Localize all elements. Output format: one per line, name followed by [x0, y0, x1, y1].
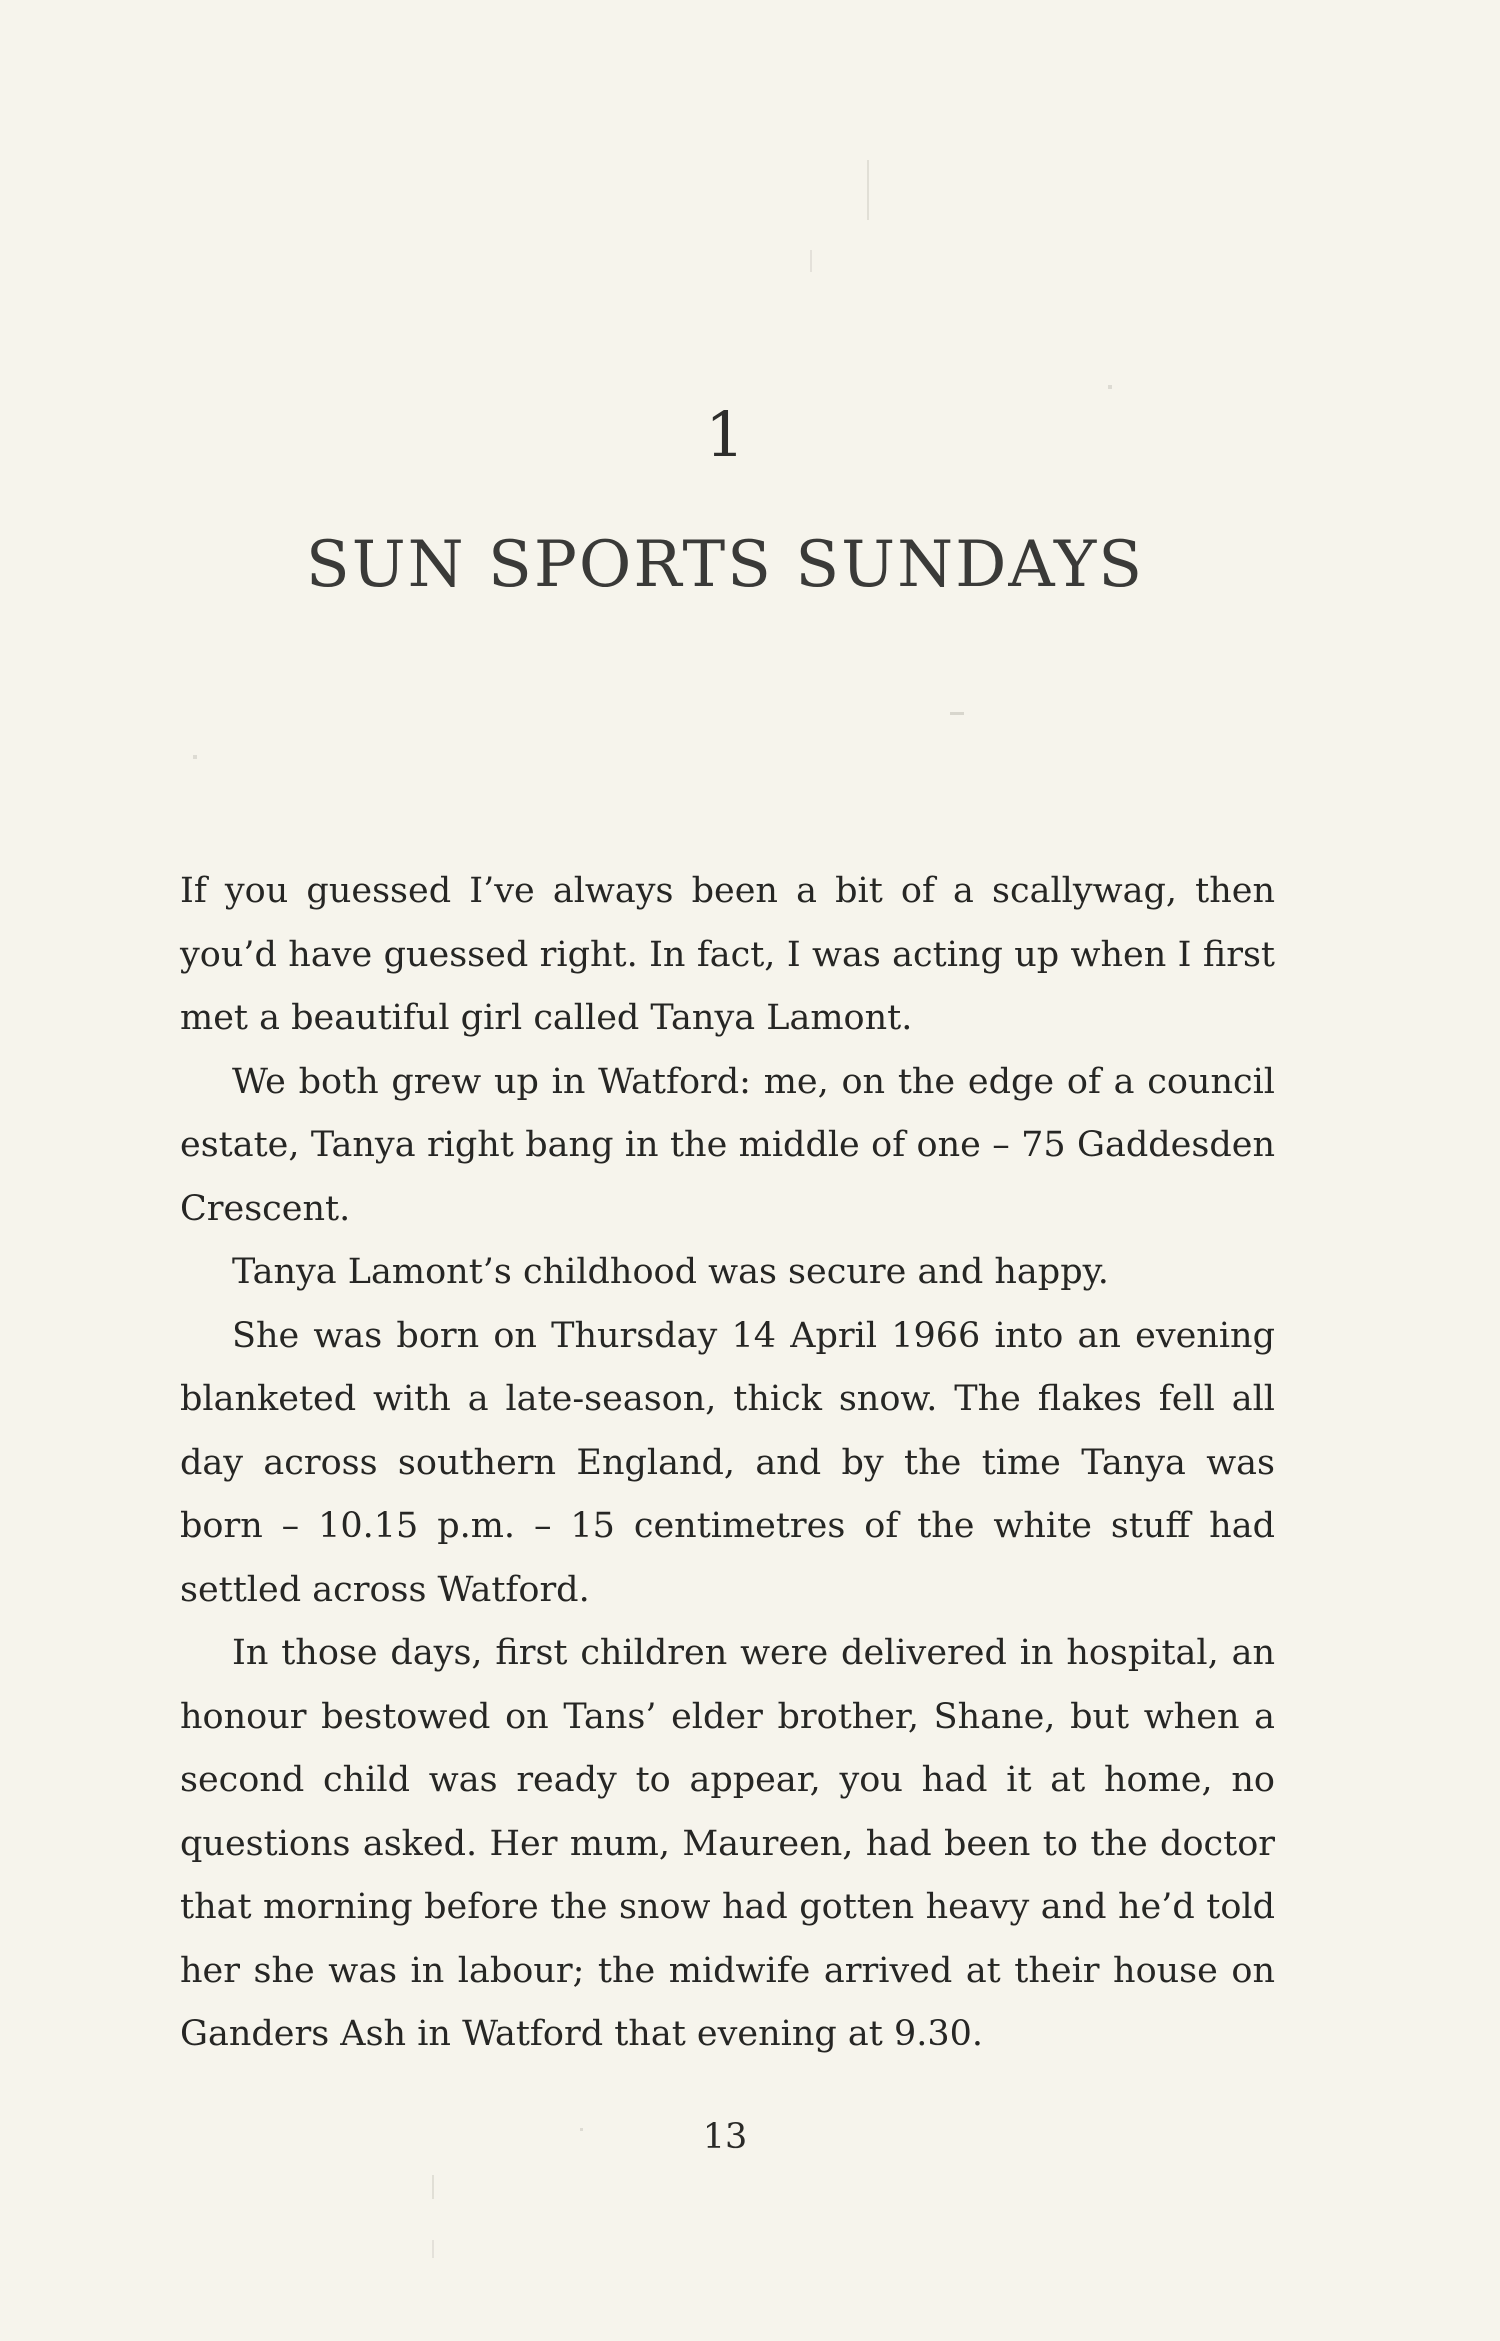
- paragraph: Tanya Lamont’s childhood was secure and happy.: [232, 1252, 1109, 1292]
- paragraph: She was born on Thursday 14 April 1966 into an evening blanketed with a late-season, thick snow. The flakes fell all day across southern England, and by the time Tanya was born – 10.15 p.m. – 15 centimetres of the white stuff had settled across Watford.: [180, 1315, 1275, 1610]
- paragraph: If you guessed I’ve always been a bit of a scallywag, then you’d have guessed right. In fact, I was acting up when I first met a beautiful girl called Tanya Lamont.: [180, 871, 1275, 1038]
- scan-speck: [950, 712, 964, 715]
- scan-speck: [810, 250, 812, 272]
- scan-speck: [867, 160, 869, 220]
- scan-speck: [1108, 385, 1112, 389]
- scan-speck: [580, 2128, 583, 2131]
- scan-speck: [432, 2240, 434, 2258]
- paragraph: We both grew up in Watford: me, on the edge of a council estate, Tanya right bang in the middle of one – 75 Gaddesden Crescent.: [180, 1061, 1275, 1229]
- scan-speck: [432, 2175, 434, 2199]
- chapter-title: SUN SPORTS SUNDAYS: [305, 528, 1145, 602]
- scan-speck: [193, 755, 197, 759]
- page-number: 13: [702, 2117, 748, 2157]
- body-text: [180, 860, 1275, 2067]
- paragraph: In those days, first children were delivered in hospital, an honour bestowed on Tans’ elder brother, Shane, but when a second child was ready to appear, you had it at home, no questions asked. Her mum, Maureen, had been to the doctor that morning before the snow had gotten heavy and he’d told her she was in labour; the midwife arrived at their house on Ganders Ash in Watford that evening at 9.30.: [180, 1633, 1275, 2054]
- chapter-number: 1: [705, 398, 745, 471]
